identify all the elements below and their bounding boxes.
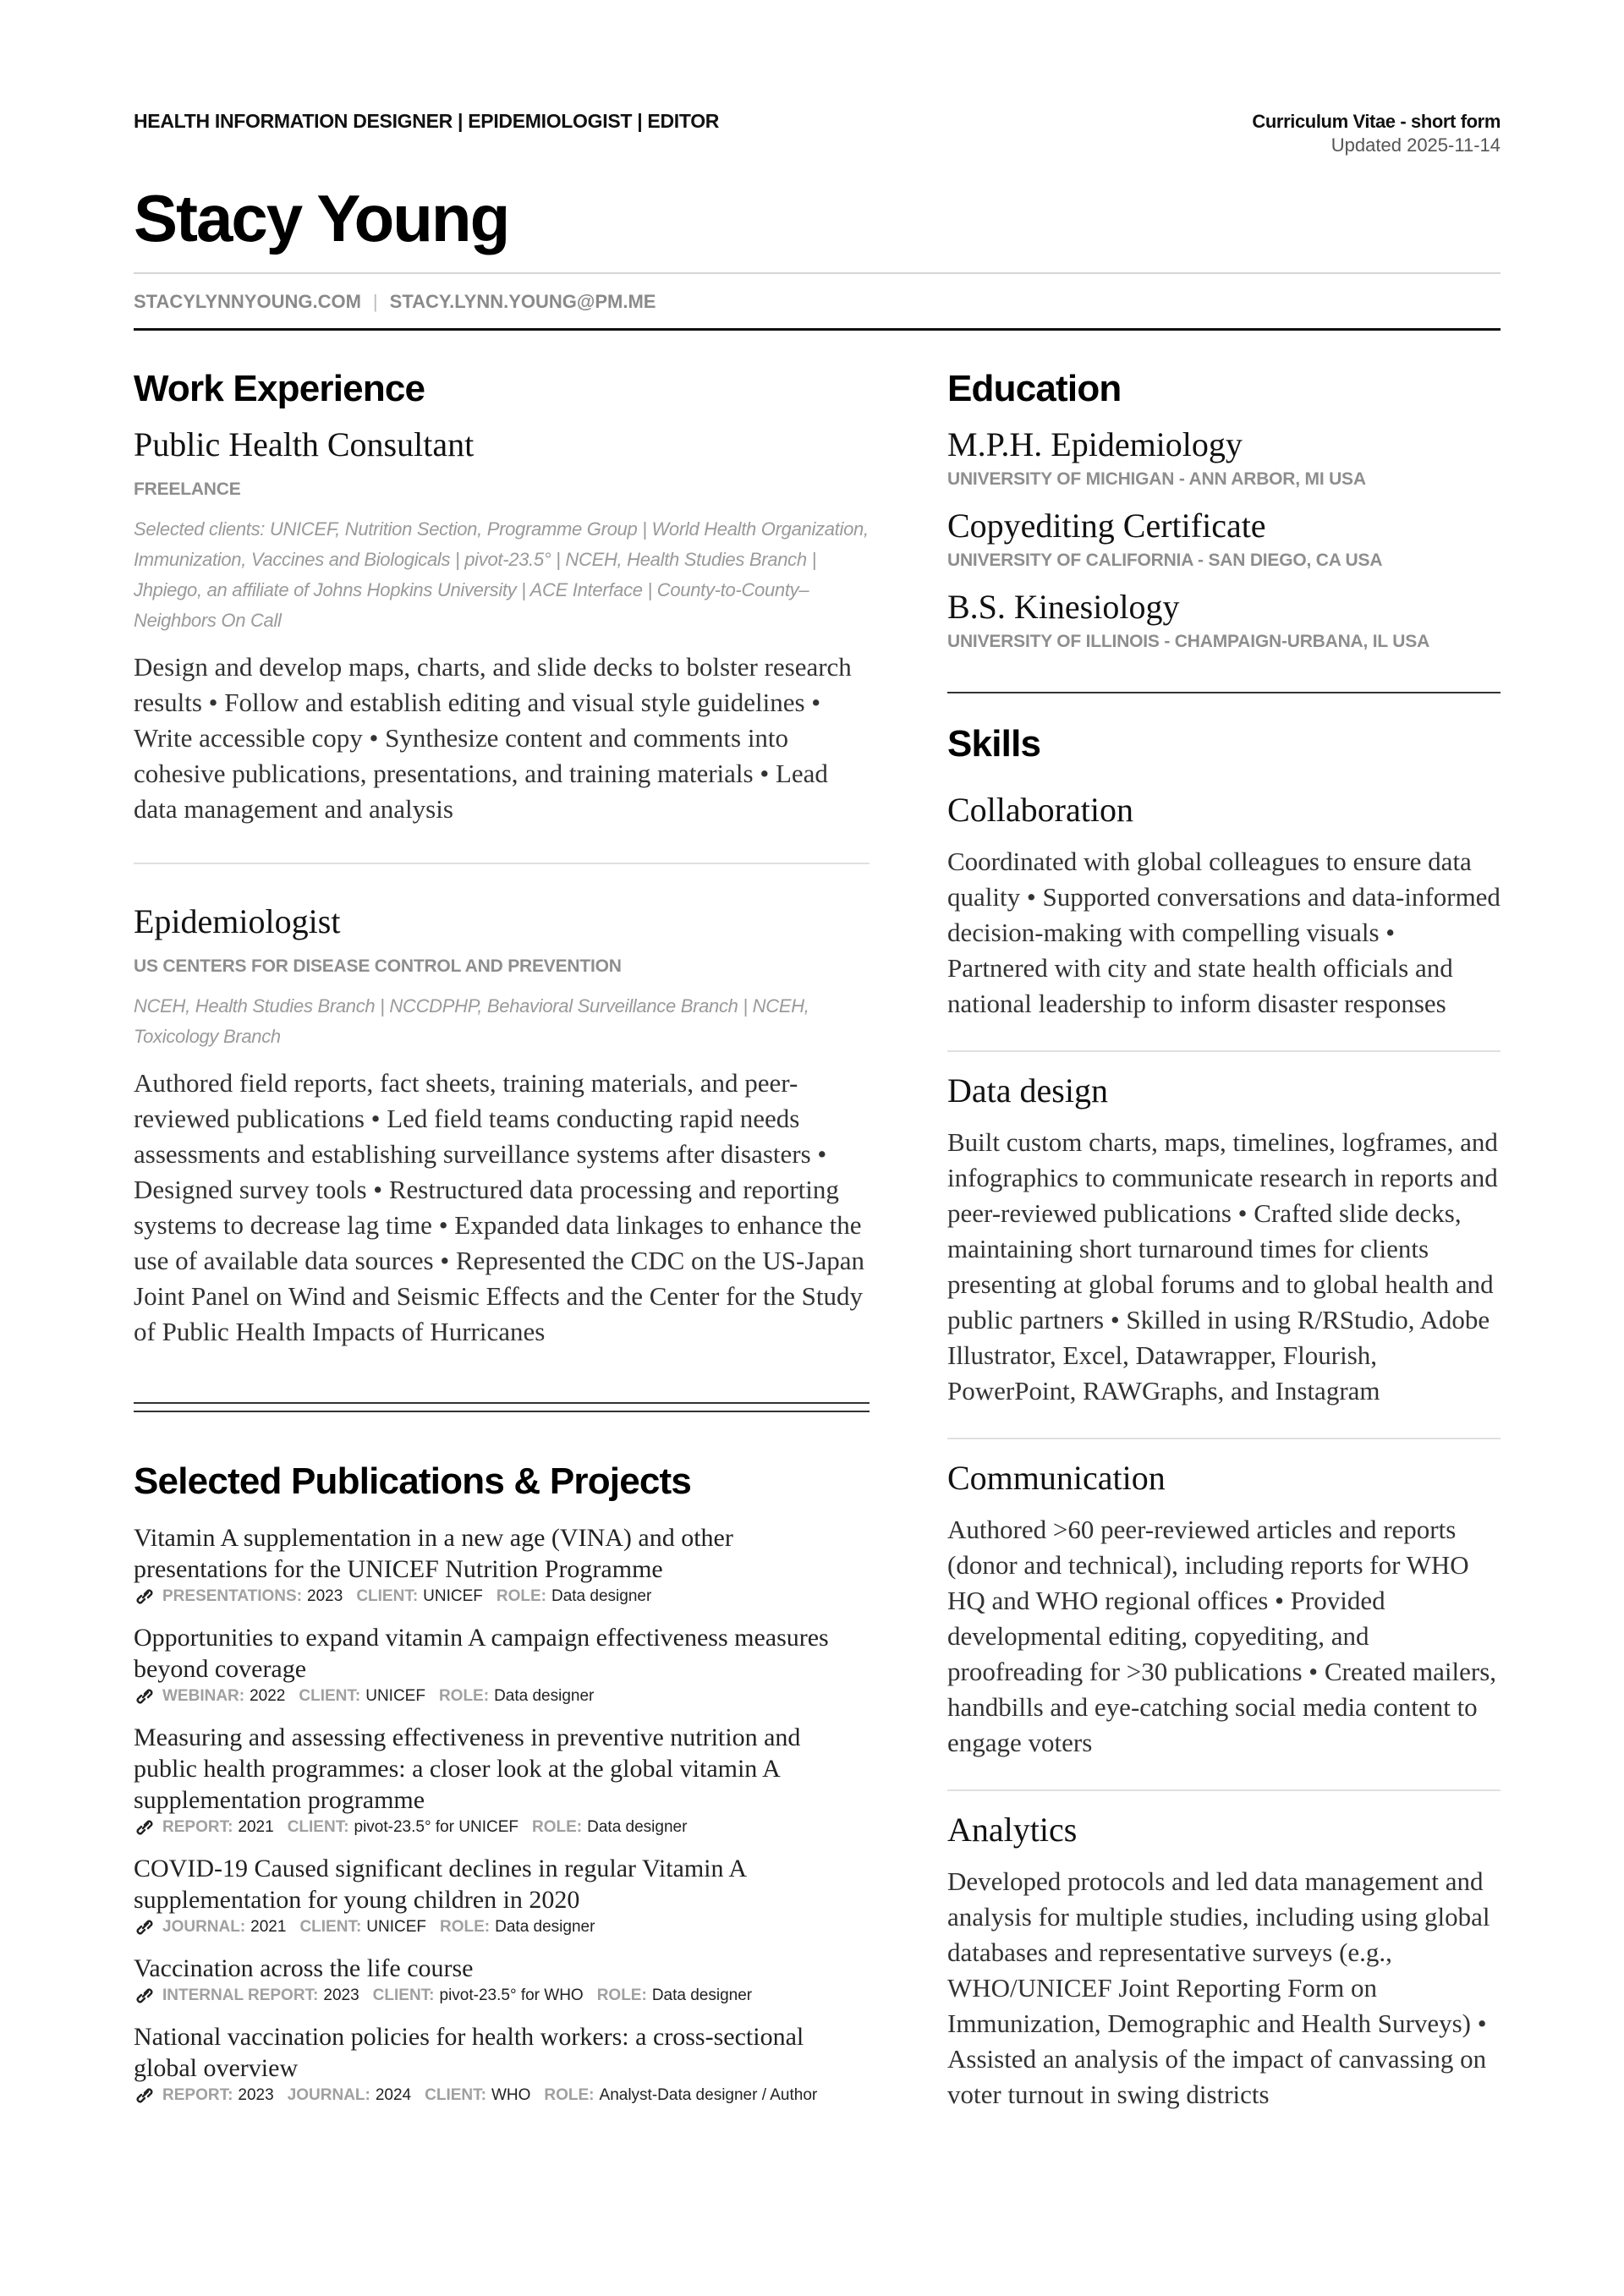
job-title: Public Health Consultant	[134, 425, 475, 463]
left-column	[134, 364, 870, 2121]
publication-meta-key: CLIENT:	[372, 1986, 435, 2004]
skill-divider	[947, 1050, 1501, 1052]
skill-description: Coordinated with global colleagues to ensure data quality • Supported conversations and data-informed decision-making with compelling visuals • Partnered with city and state health officials and national leadership to inform disaster responses	[947, 847, 1501, 1018]
publication-meta-value: 2023	[323, 1986, 359, 2004]
publication-item	[134, 2021, 870, 2107]
cv-page	[134, 0, 1501, 2296]
publications-heading: Selected Publications & Projects	[134, 1460, 692, 1502]
publication-meta-value: UNICEF	[423, 1587, 483, 1605]
publication-title: Opportunities to expand vitamin A campaign effectiveness measures beyond coverage	[134, 1624, 829, 1683]
publication-item	[134, 1853, 870, 1939]
publication-meta-key: ROLE:	[438, 1687, 490, 1705]
skill-divider	[947, 1438, 1501, 1439]
publication-meta-value: 2023	[238, 2086, 274, 2104]
cv-form-label	[1252, 110, 1501, 157]
publication-title: COVID-19 Caused significant declines in regular Vitamin A supplementation for young children in 2020	[134, 1855, 746, 1914]
publication-meta-key: CLIENT:	[287, 1818, 349, 1836]
right-column	[947, 364, 1501, 2112]
education-heading: Education	[947, 368, 1122, 409]
contact-line	[134, 291, 656, 313]
job-description: Authored field reports, fact sheets, training materials, and peer-reviewed publications • Led field teams conducting rapid needs assessments and establishing surveillance systems after disasters • Designed survey tools • Restructured data processing and reporting systems to decrease lag time • Expanded data linkages to enhance the use of available data sources • Represented the CDC on the US-Japan Joint Panel on Wind and Seismic Effects and the Center for the Study of Public Health Impacts of Hurricanes	[134, 1068, 864, 1346]
skill-entry	[947, 1808, 1501, 2112]
education-degree: B.S. Kinesiology	[947, 588, 1180, 626]
skill-title: Data design	[947, 1071, 1108, 1110]
publication-meta-value: Data designer	[495, 1918, 595, 1936]
publication-meta-key: ROLE:	[532, 1818, 583, 1836]
skill-divider	[947, 1789, 1501, 1791]
publication-meta-key: CLIENT:	[299, 1918, 362, 1936]
publication-meta-value: UNICEF	[365, 1687, 425, 1705]
job-employer: US CENTERS FOR DISEASE CONTROL AND PREVENTION	[134, 956, 622, 976]
job-clients: Selected clients: UNICEF, Nutrition Section, Programme Group | World Health Organization, Immunization, Vaccines and Biologicals | pivot-23.5° | NCEH, Health Studies Branch | Jhpiego, an affiliate of Johns Hopkins University | ACE Interface | County-to-County–Neighbors On Call	[134, 518, 869, 631]
job-clients: NCEH, Health Studies Branch | NCCDPHP, Behavioral Surveillance Branch | NCEH, Toxicology Branch	[134, 995, 809, 1047]
publication-meta-value: 2021	[238, 1818, 274, 1836]
publication-meta-value: pivot-23.5° for WHO	[439, 1986, 584, 2004]
publication-meta-value: 2023	[307, 1587, 343, 1605]
publication-title: Vitamin A supplementation in a new age (VINA) and other presentations for the UNICEF Nutrition Programme	[134, 1524, 733, 1583]
publication-meta	[134, 1915, 870, 1939]
publication-meta	[134, 2084, 870, 2107]
publication-meta-key: JOURNAL:	[162, 1918, 246, 1936]
education-rule	[947, 692, 1501, 693]
header-rule	[134, 328, 1501, 331]
education-school: UNIVERSITY OF MICHIGAN - ANN ARBOR, MI USA	[947, 469, 1366, 489]
education-degree: Copyediting Certificate	[947, 507, 1266, 545]
email-link[interactable]: STACY.LYNN.YOUNG@PM.ME	[389, 291, 656, 312]
skill-entry	[947, 1456, 1501, 1761]
skills-heading: Skills	[947, 723, 1041, 764]
publication-item	[134, 1622, 870, 1708]
person-name: Stacy Young	[134, 181, 509, 255]
publication-meta	[134, 1585, 870, 1608]
publication-meta-value: 2024	[375, 2086, 412, 2104]
work-experience-heading: Work Experience	[134, 368, 425, 409]
skill-title: Collaboration	[947, 791, 1133, 829]
skill-description: Built custom charts, maps, timelines, logframes, and infographics to communicate research in reports and peer-reviewed publications • Crafted slide decks, maintaining short turnaround times for clients presenting at global forums and to global health and public partners • Skilled in using R/RStudio, Adobe Illustrator, Excel, Datawrapper, Flourish, PowerPoint, RAWGraphs, and Instagram	[947, 1127, 1498, 1406]
publication-meta-value: WHO	[491, 2086, 531, 2104]
link-icon[interactable]	[134, 1686, 156, 1707]
link-icon[interactable]	[134, 2085, 156, 2106]
publication-meta-value: Data designer	[651, 1986, 753, 2004]
education-entry	[947, 504, 1501, 573]
job-title: Epidemiologist	[134, 902, 341, 940]
job-description: Design and develop maps, charts, and slide decks to bolster research results • Follow and establish editing and visual style guidelines • Write accessible copy • Synthesize content and comments into cohesive publications, presentations, and training materials • Lead data management and analysis	[134, 652, 852, 824]
section-double-rule-bottom	[134, 1411, 870, 1412]
publication-meta-key: WEBINAR:	[162, 1687, 245, 1705]
link-icon[interactable]	[134, 1917, 156, 1937]
link-icon[interactable]	[134, 1586, 156, 1607]
publication-meta-key: ROLE:	[496, 1587, 546, 1605]
skill-description: Authored >60 peer-reviewed articles and reports (donor and technical), including reports for WHO HQ and WHO regional offices • Provided developmental editing, copyediting, and proofreading for >30 publications • Created mailers, handbills and eye-catching social media content to engage voters	[947, 1515, 1497, 1757]
publication-meta-key: CLIENT:	[299, 1687, 361, 1705]
publication-meta-key: ROLE:	[544, 2086, 595, 2104]
contact-separator: |	[372, 291, 378, 312]
job-entry	[134, 900, 870, 1350]
tagline: HEALTH INFORMATION DESIGNER | EPIDEMIOLOGIST | EDITOR	[134, 110, 720, 132]
education-school: UNIVERSITY OF CALIFORNIA - SAN DIEGO, CA USA	[947, 551, 1383, 570]
publication-title: Measuring and assessing effectiveness in preventive nutrition and public health programmes: a closer look at the global vitamin A supplementation programme	[134, 1723, 801, 1814]
job-employer: FREELANCE	[134, 479, 241, 499]
link-icon[interactable]	[134, 1986, 156, 2006]
education-school: UNIVERSITY OF ILLINOIS - CHAMPAIGN-URBANA, IL USA	[947, 632, 1430, 651]
publication-meta-value: Data designer	[587, 1818, 688, 1836]
education-entry	[947, 423, 1501, 492]
publication-item	[134, 1953, 870, 2008]
publication-meta	[134, 1816, 870, 1839]
updated-date: Updated 2025-11-14	[1330, 134, 1501, 156]
publication-meta-value: Data designer	[551, 1587, 652, 1605]
publication-meta-key: JOURNAL:	[287, 2086, 370, 2104]
publication-meta	[134, 1984, 870, 2008]
header-divider	[134, 272, 1501, 274]
cv-type: Curriculum Vitae - short form	[1252, 111, 1501, 132]
publication-meta-value: 2022	[250, 1687, 286, 1705]
publication-item	[134, 1722, 870, 1839]
skill-entry	[947, 1069, 1501, 1409]
skill-title: Analytics	[947, 1811, 1078, 1849]
publications-list	[134, 1522, 870, 2107]
job-entry	[134, 423, 870, 827]
website-link[interactable]: STACYLYNNYOUNG.COM	[134, 291, 361, 312]
publication-meta-key: REPORT:	[162, 1818, 233, 1836]
publication-meta-key: CLIENT:	[425, 2086, 486, 2104]
publication-meta-value: pivot-23.5° for UNICEF	[354, 1818, 519, 1836]
publication-meta-key: INTERNAL REPORT:	[162, 1986, 319, 2004]
publication-meta	[134, 1685, 870, 1708]
education-degree: M.P.H. Epidemiology	[947, 425, 1243, 463]
skill-title: Communication	[947, 1459, 1166, 1497]
publication-title: National vaccination policies for health workers: a cross-sectional global overview	[134, 2023, 804, 2082]
skill-entry	[947, 788, 1501, 1022]
skill-description: Developed protocols and led data management and analysis for multiple studies, including using global databases and representative surveys (e.g., WHO/UNICEF Joint Reporting Form on Immunization, Demographic and Health Surveys) • Assisted an analysis of the impact of canvassing on voter turnout in swing districts	[947, 1866, 1490, 2109]
link-icon[interactable]	[134, 1817, 156, 1838]
job-divider	[134, 863, 870, 864]
publication-meta-key: PRESENTATIONS:	[162, 1587, 303, 1605]
publication-title: Vaccination across the life course	[134, 1954, 474, 1982]
publication-meta-value: Analyst-Data designer / Author	[599, 2086, 818, 2104]
publication-meta-value: UNICEF	[366, 1918, 427, 1936]
publication-item	[134, 1522, 870, 1608]
publication-meta-key: CLIENT:	[356, 1587, 419, 1605]
publication-meta-value: 2021	[250, 1918, 287, 1936]
section-double-rule-top	[134, 1402, 870, 1404]
publication-meta-key: REPORT:	[162, 2086, 233, 2104]
publication-meta-key: ROLE:	[596, 1986, 647, 2004]
publication-meta-value: Data designer	[494, 1687, 595, 1705]
publication-meta-key: ROLE:	[440, 1918, 491, 1936]
education-entry	[947, 585, 1501, 655]
